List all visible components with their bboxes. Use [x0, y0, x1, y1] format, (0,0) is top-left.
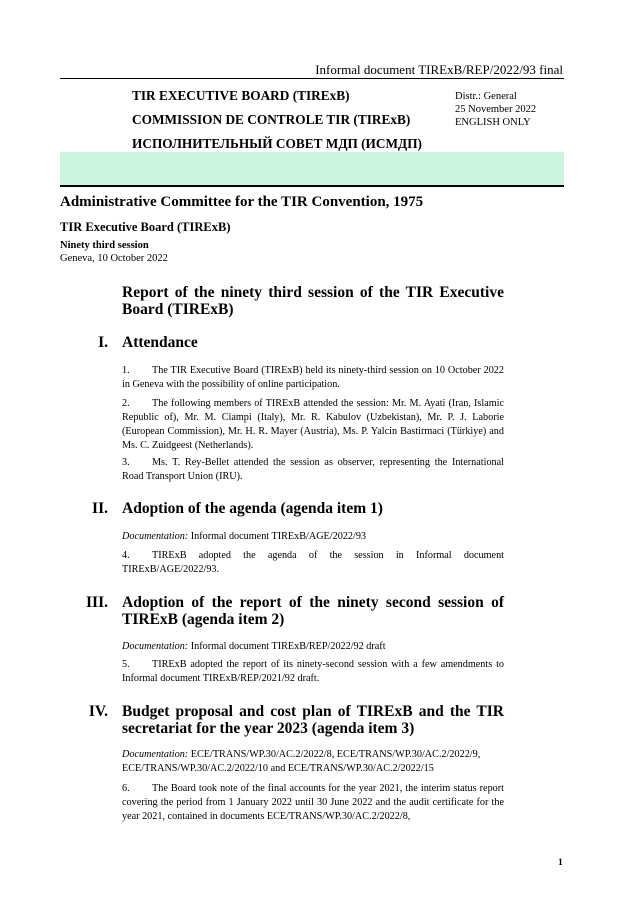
paragraph-text: The Board took note of the final accounts for the year 2021, the interim status report covering the period from 1 January 2022 until 30 June 2022 and the audit certificate for the year 2021, contained in documents ECE/TRANS/WP.30/AC.2/2022/8, — [122, 783, 504, 822]
documentation-text: Informal document TIRExB/AGE/2022/93 — [190, 531, 367, 542]
documentation-line — [122, 640, 504, 654]
paragraph — [122, 397, 504, 453]
section-number: I. — [98, 334, 108, 351]
paragraph-text: Ms. T. Rey-Bellet attended the session as observer, representing the International Road Transport Union (IRU). — [122, 457, 504, 482]
header-color-band — [60, 152, 564, 185]
section-title: Adoption of the report of the ninety second session of TIRExB (agenda item 2) — [122, 594, 504, 628]
distribution: Distr.: General — [455, 91, 517, 102]
section-number: IV. — [88, 703, 108, 720]
documentation-text: ECE/TRANS/WP.30/AC.2/2022/8, ECE/TRANS/WP.30/AC.2/2022/9, ECE/TRANS/WP.30/AC.2/2022/10 and ECE/TRANS/WP.30/AC.2/2022/15 — [122, 749, 481, 774]
paragraph-number: 4. — [122, 550, 130, 561]
session-name: Ninety third session — [60, 240, 149, 251]
paragraph-text: TIRExB adopted the report of its ninety-second session with a few amendments to Informal document TIRExB/REP/2021/92 draft. — [122, 659, 504, 684]
paragraph-text: The TIR Executive Board (TIRExB) held its ninety-third session on 10 October 2022 in Geneva with the possibility of online participation. — [122, 365, 504, 390]
paragraph-number: 1. — [122, 365, 130, 376]
header-thick-rule — [60, 185, 564, 187]
documentation-label: Documentation: — [122, 531, 189, 542]
header-rule — [60, 78, 564, 79]
board-name-en: TIR EXECUTIVE BOARD (TIRExB) — [132, 88, 350, 103]
documentation-label: Documentation: — [122, 749, 189, 760]
page-number: 1 — [558, 858, 563, 868]
documentation-line — [122, 748, 504, 776]
document-reference: Informal document TIRExB/REP/2022/93 final — [315, 62, 563, 77]
section-number: II. — [92, 500, 108, 517]
section-title: Attendance — [122, 334, 198, 351]
place-date: Geneva, 10 October 2022 — [60, 253, 168, 264]
paragraph — [122, 782, 504, 824]
paragraph-number: 5. — [122, 659, 130, 670]
paragraph — [122, 658, 504, 686]
documentation-label: Documentation: — [122, 641, 189, 652]
section-title: Adoption of the agenda (agenda item 1) — [122, 500, 383, 517]
issue-date: 25 November 2022 — [455, 104, 537, 115]
paragraph-number: 2. — [122, 398, 130, 409]
committee-title: Administrative Committee for the TIR Convention, 1975 — [60, 194, 424, 210]
paragraph — [122, 456, 504, 484]
paragraph — [122, 364, 504, 392]
paragraph-text: The following members of TIRExB attended the session: Mr. M. Ayati (Iran, Islamic Republic of), Mr. M. Ciampi (Italy), Mr. R. Kabulov (Uzbekistan), Mr. P. J. Laborie (European Commission), Mr. H. R. Mayer (Austria), Ms. P. Yalcin Bastirmaci (Türkiye) and Ms. C. Zuidgeest (Netherlands). — [122, 398, 504, 451]
language-note: ENGLISH ONLY — [455, 117, 531, 128]
section-number: III. — [86, 594, 108, 611]
paragraph-number: 3. — [122, 457, 130, 468]
subcommittee-title: TIR Executive Board (TIRExB) — [60, 220, 231, 234]
section-title: Budget proposal and cost plan of TIRExB and the TIR secretariat for the year 2023 (agenda item 3) — [122, 703, 504, 737]
documentation-text: Informal document TIRExB/REP/2022/92 draft — [190, 641, 386, 652]
paragraph — [122, 549, 504, 577]
board-name-fr: COMMISSION DE CONTROLE TIR (TIRExB) — [132, 112, 411, 127]
paragraph-text: TIRExB adopted the agenda of the session in Informal document TIRExB/AGE/2022/93. — [122, 550, 504, 575]
report-title: Report of the ninety third session of the TIR Executive Board (TIRExB) — [122, 284, 504, 318]
board-name-ru: ИСПОЛНИТЕЛЬНЫЙ СОВЕТ МДП (ИСМДП) — [132, 136, 422, 151]
documentation-line — [122, 530, 504, 544]
paragraph-number: 6. — [122, 783, 130, 794]
